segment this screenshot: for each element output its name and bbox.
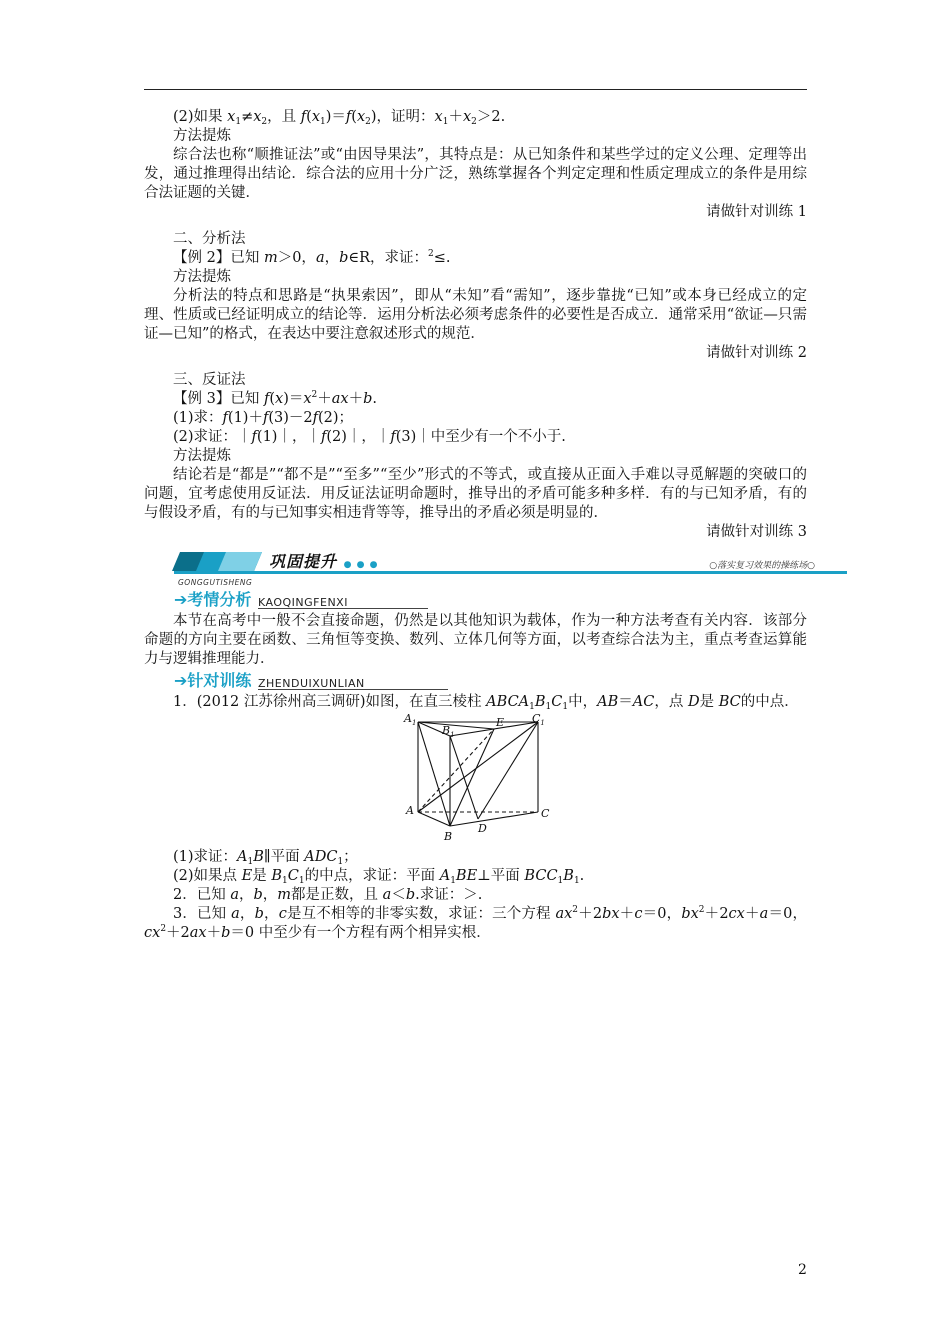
t: 2 [428,249,434,259]
t: ax [189,925,207,941]
banner-dots: ● ● ● [343,560,379,570]
t: b [363,391,373,407]
fig-label-E: E [496,716,505,729]
t: f [262,410,269,426]
t: B [271,868,283,884]
t: ≠ [241,109,254,125]
t: .求证：＞. [415,887,483,903]
banner-pinyin: GONGGUTISHENG [178,578,253,587]
t: a [315,250,325,266]
t: ABCA [486,694,530,710]
t: ∥平面 [263,849,305,865]
document-body [144,108,815,943]
prism-figure [404,712,550,844]
page-number: 2 [798,1262,807,1278]
t: ＋2 [704,906,729,922]
method-heading: 方法提炼 [173,128,231,144]
t: b [253,887,263,903]
t: a [230,887,239,903]
t: a [231,906,240,922]
t: ＝0， [768,906,808,922]
t: ( [306,109,312,125]
t: ＞2. [476,109,506,125]
t: ，且 [267,109,301,125]
fig-label-A: A [406,804,414,817]
t: ＋ [317,391,332,407]
t: a [759,906,769,922]
t: ＝ [618,694,633,710]
t: B [253,849,264,865]
header-rule [144,89,807,90]
t: B [563,868,574,884]
subhead-underline [258,689,448,690]
example2 [144,249,807,268]
t: )，证明： [370,109,435,125]
fig-label-C: C [541,807,550,820]
subhead-practice [174,671,807,693]
banner-title [269,552,378,575]
t: 【例 2】已知 [173,250,264,266]
t: AB [597,694,619,710]
practice-pointer: 请做针对训练 1 [706,204,807,220]
t: )＝ [283,391,304,407]
t: 1 [529,702,535,712]
t: f [320,429,327,445]
t: ax [555,906,573,922]
exercise-1-part2 [144,867,807,886]
method-heading: 方法提炼 [173,269,231,285]
t: ， [239,887,254,903]
t: BCC [524,868,558,884]
t: bx [602,906,620,922]
t: x [311,109,320,125]
t: (2)｜，｜ [326,429,391,445]
t: ＋ [619,906,635,922]
t: f [222,410,228,426]
banner-note: ○落实复习效果的操练场○ [709,561,815,571]
t: 2 [261,117,268,127]
t: 1 [235,117,242,127]
t: ＋ [348,391,364,407]
t: ≤. [433,250,451,266]
method-heading: 方法提炼 [173,448,231,464]
t: 1 [450,876,456,886]
t: b [254,906,264,922]
t: b [339,250,349,266]
t: (1)求： [173,410,223,426]
t: a [382,887,392,903]
t: cx [728,906,745,922]
subhead-pinyin: ZHENDUIXUNLIAN [258,677,365,690]
banner-title-text: 巩固提升 [269,552,338,571]
t: 是互不相等的非零实数，求证：三个方程 [286,906,556,922]
t: BC [718,694,741,710]
t: ， [262,887,278,903]
example1-part2 [144,108,807,127]
t: 中， [568,694,598,710]
t: ＞0， [277,250,316,266]
t: 1 [557,876,564,886]
t: c [278,906,287,922]
t: ； [343,849,358,865]
t: b [221,925,231,941]
t: ， [263,906,279,922]
t: C [551,694,563,710]
t: (3)｜中至少有一个不小于. [395,429,566,445]
section-heading: 三、反证法 [173,372,246,388]
fig-label-A1: $A_1$ [404,712,417,727]
t: ＜ [391,887,406,903]
t: b [405,887,416,903]
t: 2 [471,117,477,127]
subhead-title-text: 考情分析 [187,590,252,609]
t: ∈R，求证： [348,250,429,266]
t: 是 [699,694,719,710]
method-paragraph: 分析法的特点和思路是“执果索因”，即从“未知”看“需知”，逐步靠拢“已知”或本身已经成立的定理、性质或已经证明成立的结论等．运用分析法必须考虑条件的必要性是否成立．通常采用“欲证—只需证—已知”的格式，在表达中要注意叙述形式的规范． [144,288,807,342]
method-paragraph: 结论若是“都是”“都不是”“至多”“至少”形式的不等式，或直接从正面入手难以寻觅解题的突破口的问题，宜考虑使用反证法．用反证法证明命题时，推导出的矛盾可能多种多样．有的与已知矛盾，有的与假设矛盾，有的与已知事实相违背等等，推导出的矛盾必须是明显的． [144,467,807,521]
t: f [390,429,396,445]
t: AC [632,694,655,710]
t: 都是正数，且 [291,887,383,903]
t: 2 [572,905,579,915]
t: ax [331,391,349,407]
t: B [534,694,546,710]
fig-label-C1: $C_1$ [532,712,545,727]
practice-pointer: 请做针对训练 2 [706,345,807,361]
t: A [237,849,248,865]
t: m [263,250,278,266]
t: 2 [365,117,371,127]
t: (2)如果 [173,109,228,125]
t: 1 [442,117,449,127]
t: 1 [545,702,552,712]
t: ＋ [206,925,222,941]
t: 1 [562,702,569,712]
t: 的中点． [740,694,799,710]
exercise-1 [144,693,807,712]
t: (3)－2 [268,410,313,426]
example3 [144,390,807,409]
section-banner [174,550,815,588]
t: x [462,109,472,125]
t: (2)如果点 [173,868,242,884]
t: x [434,109,443,125]
exercise-2 [144,886,807,905]
t: ＋ [744,906,760,922]
t: m [277,887,292,903]
fig-label-B1: $B_1$ [442,724,455,739]
t: c [634,906,643,922]
t: . [372,391,378,407]
t: ，点 [654,694,688,710]
t: ， [239,906,255,922]
t: f [312,410,318,426]
t: ＋ [448,109,463,125]
t: E [241,868,253,884]
t: 是 [252,868,272,884]
t: ＝0， [642,906,682,922]
t: . [579,868,585,884]
t: 2 [160,924,167,934]
t: 1 [573,876,580,886]
t: ADC [304,849,338,865]
t: ( [351,109,357,125]
subhead-pinyin: KAOQINGFENXI [258,596,348,609]
t: ＋2 [166,925,190,941]
t: ， [324,250,340,266]
t: 【例 3】已知 [173,391,264,407]
t: x [227,109,236,125]
example3-part1 [144,409,807,428]
t: (2)求证：｜ [173,429,252,445]
fig-label-D: D [478,822,487,835]
t: 2．已知 [173,887,231,903]
t: 1 [298,876,305,886]
t: (1)求证： [173,849,238,865]
subhead-title-text: 针对训练 [187,671,252,690]
t: x [303,391,312,407]
t: 3．已知 [173,906,232,922]
subhead-title: ➔考情分析 [174,590,252,609]
t: f [300,109,307,125]
t: C [287,868,299,884]
t: 2 [311,390,318,400]
analysis-paragraph: 本节在高考中一般不会直接命题，仍然是以其他知识为载体，作为一种方法考查有关内容．该部分命题的方向主要在函数、三角恒等变换、数列、立体几何等方面，以考查综合法为主，重点考查运算能力与逻辑推理能力． [144,613,807,667]
practice-pointer: 请做针对训练 3 [706,524,807,540]
t: x [253,109,262,125]
t: 1 [320,117,326,127]
t: BE [455,868,478,884]
t: x [275,391,284,407]
t: x [356,109,366,125]
t: 1 [337,857,344,867]
subhead-title: ➔针对训练 [174,671,252,690]
t: f [251,429,257,445]
exercise-3 [144,905,807,943]
method-paragraph: 综合法也称“顺推证法”或“由因导果法”，其特点是：从已知条件和某些学过的定义公理、定理等出发，通过推理得出结论．综合法的应用十分广泛，熟练掌握各个判定定理和性质定理成立的条件是用综合法证题的关键． [144,147,807,201]
t: (1)｜，｜ [256,429,321,445]
t: 1 [282,876,288,886]
t: ＝0 中至少有一个方程有两个相异实根． [230,925,491,941]
t: bx [681,906,699,922]
t: (1)＋ [227,410,263,426]
exercise-1-part1 [144,848,807,867]
section-heading: 二、分析法 [173,231,246,247]
t: )＝ [325,109,346,125]
t: 1 [247,857,254,867]
example3-part2 [144,428,807,447]
t: 1．(2012 江苏徐州高三调研)如图，在直三棱柱 [173,694,487,710]
t: ＋2 [578,906,603,922]
t: 2 [698,905,705,915]
t: A [439,868,451,884]
t: ⊥平面 [477,868,525,884]
t: (2)； [317,410,354,426]
fig-label-B: B [444,830,453,843]
subhead-underline [258,608,428,609]
subhead-analysis [174,590,807,612]
t: f [263,391,270,407]
t: 的中点，求证：平面 [304,868,440,884]
t: ( [269,391,275,407]
t: cx [144,925,161,941]
t: D [687,694,700,710]
t: f [345,109,352,125]
